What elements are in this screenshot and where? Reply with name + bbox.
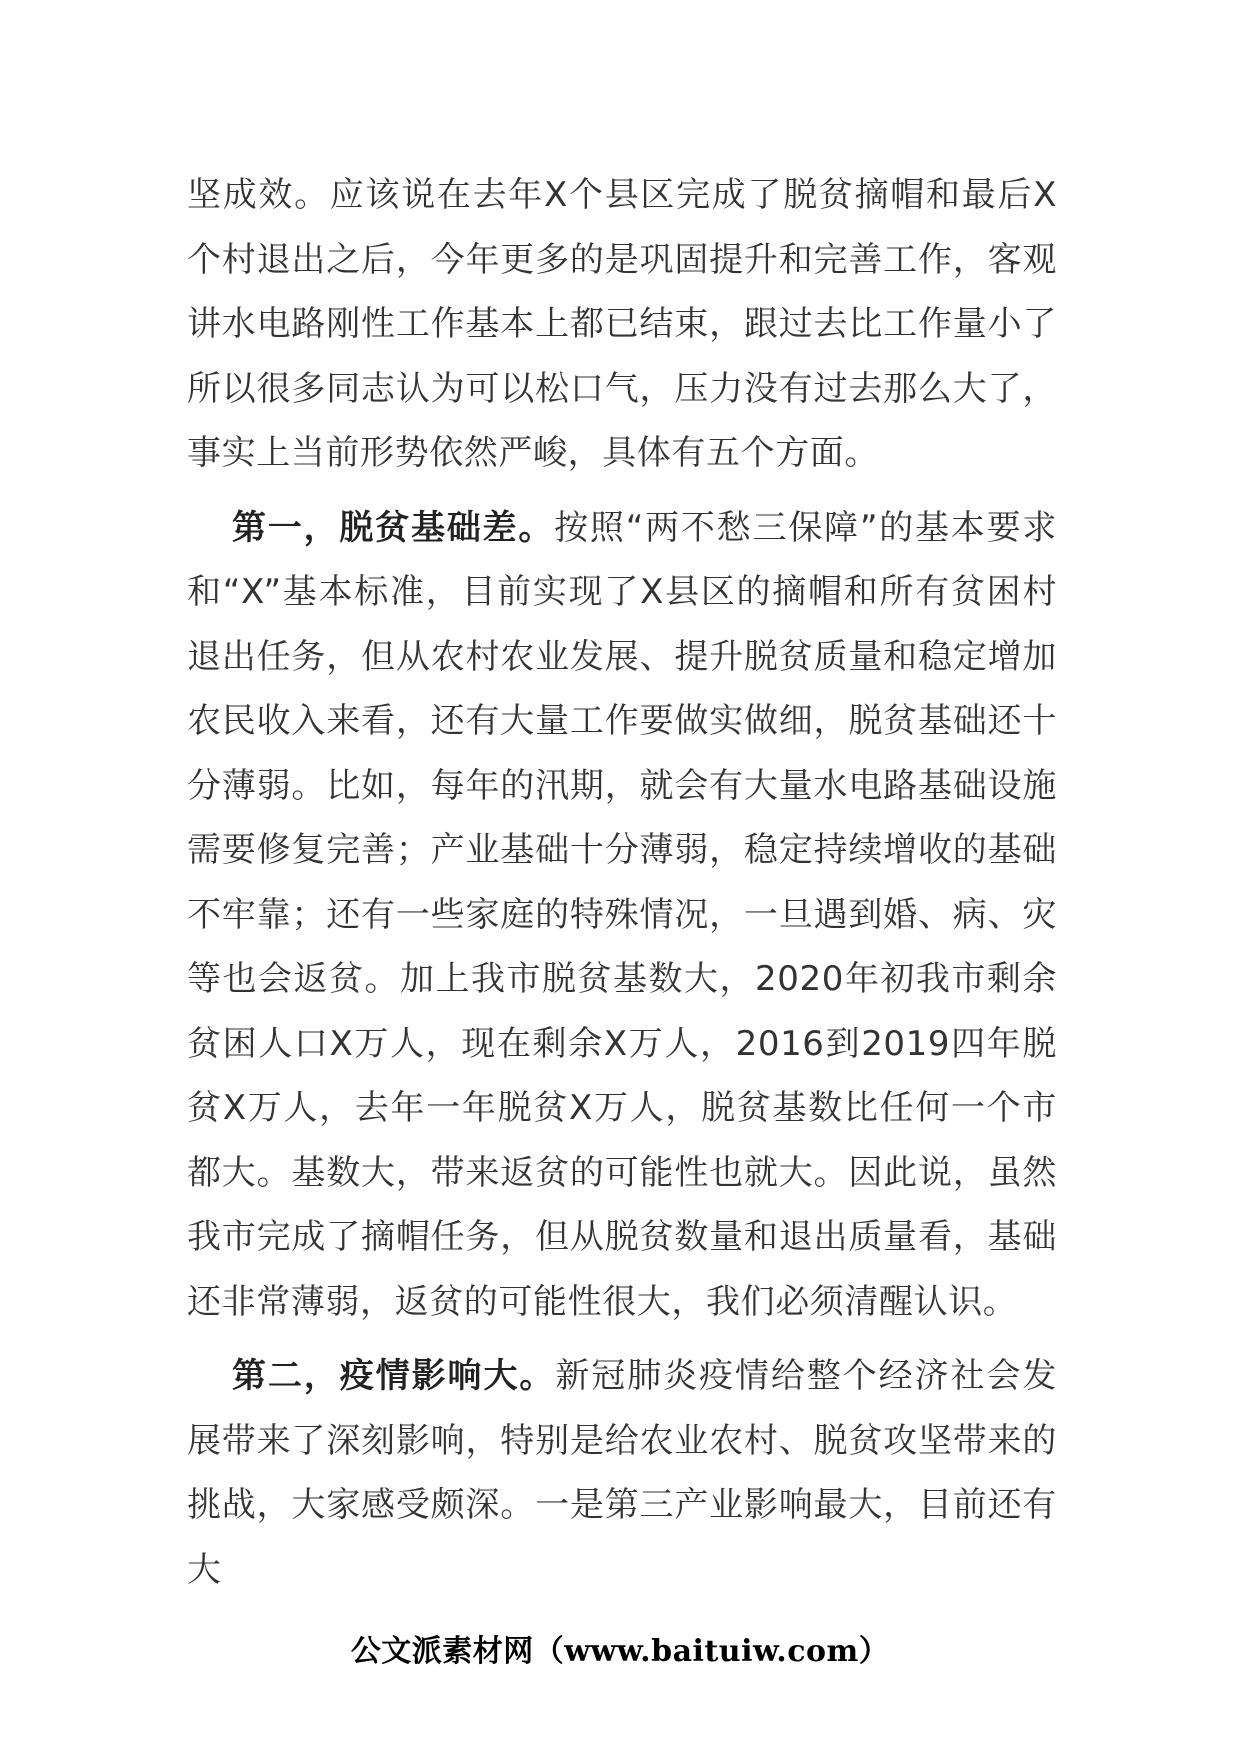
document-body <box>187 163 1057 1612</box>
paragraph-heading: 第一，脱贫基础差。 <box>232 507 555 548</box>
paragraph-text: 按照“两不愁三保障”的基本要求和“X”基本标准，目前实现了X县区的摘帽和所有贫困村退出任务，但从农村农业发展、提升脱贫质量和稳定增加农民收入来看，还有大量工作要做实做细，脱贫基础还十分薄弱。比如，每年的汛期，就会有大量水电路基础设施需要修复完善；产业基础十分薄弱，稳定持续增收的基础不牢靠；还有一些家庭的特殊情况，一旦遇到婚、病、灾等也会返贫。加上我市脱贫基数大，2020年初我市剩余贫困人口X万人，现在剩余X万人，2016到2019四年脱贫X万人，去年一年脱贫X万人，脱贫基数比任何一个市都大。基数大，带来返贫的可能性也就大。因此说，虽然我市完成了摘帽任务，但从脱贫数量和退出质量看，基础还非常薄弱，返贫的可能性很大，我们必须清醒认识。 <box>187 507 1057 1322</box>
paragraph-heading: 第二，疫情影响大。 <box>232 1356 556 1396</box>
paragraph-text: 坚成效。应该说在去年X个县区完成了脱贫摘帽和最后X个村退出之后，今年更多的是巩固提升和完善工作，客观讲水电路刚性工作基本上都已结束，跟过去比工作量小了所以很多同志认为可以松口气，压力没有过去那么大了，事实上当前形势依然严峻，具体有五个方面。 <box>187 175 1057 473</box>
paragraph-continuation <box>187 163 1057 486</box>
paragraph-text: 新冠肺炎疫情给整个经济社会发展带来了深刻影响，特别是给农业农村、脱贫攻坚带来的挑战，大家感受颇深。一是第三产业影响最大，目前还有大 <box>187 1356 1057 1590</box>
paragraph-first-point <box>187 496 1057 1335</box>
footer-watermark: 公文派素材网（www.baituiw.com） <box>350 1634 890 1669</box>
paragraph-second-point <box>187 1344 1057 1602</box>
